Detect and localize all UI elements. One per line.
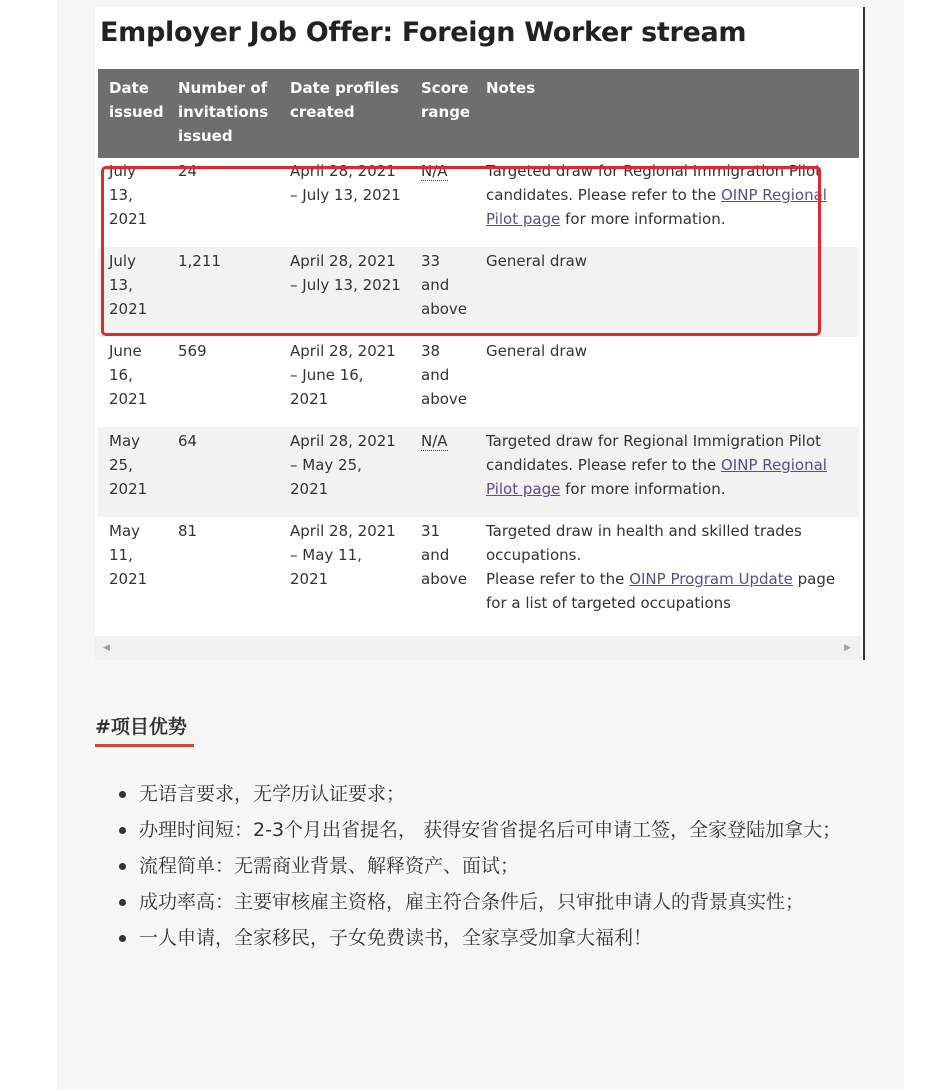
- cell-date: July 13, 2021: [98, 247, 167, 337]
- note-text: Targeted draw for Regional Immigration Pilot candidates. Please refer to the: [486, 162, 822, 204]
- cell-score: 31 and above: [421, 522, 467, 588]
- note-text: Targeted draw in health and skilled trades occupations.: [486, 522, 802, 564]
- header-profiles-created: Date profiles created: [279, 69, 410, 158]
- cell-score: 33 and above: [410, 247, 475, 337]
- cell-invitations: 569: [178, 342, 207, 360]
- list-item: 无语言要求，无学历认证要求；: [115, 776, 875, 812]
- horizontal-scrollbar[interactable]: [95, 636, 861, 660]
- header-score-range: Score range: [410, 69, 475, 158]
- list-item: 办理时间短：2-3个月出省提名， 获得安省省提名后可申请工签，全家登陆加拿大；: [115, 812, 875, 848]
- header-invitations: Number of invitations issued: [167, 69, 279, 158]
- cell-date: June 16, 2021: [109, 342, 148, 408]
- table-row: [98, 337, 859, 427]
- cell-profiles: April 28, 2021 – May 11, 2021: [290, 522, 396, 588]
- table-row: [98, 517, 859, 633]
- cell-score: [410, 158, 475, 247]
- scroll-left-arrow-icon[interactable]: ◀: [103, 642, 110, 652]
- section-title: #项目优势: [95, 716, 187, 738]
- cell-date: May 25, 2021: [98, 427, 167, 517]
- list-item: 流程简单：无需商业背景、解释资产、面试；: [115, 848, 875, 884]
- cell-date: May 11, 2021: [109, 522, 148, 588]
- cell-score: [410, 427, 475, 517]
- table-header-row: [98, 69, 859, 158]
- cell-profiles: April 28, 2021 – July 13, 2021: [279, 247, 410, 337]
- table-title: Employer Job Offer: Foreign Worker stream: [100, 17, 747, 48]
- benefits-list: [115, 776, 875, 956]
- table-row: [98, 247, 859, 337]
- cell-notes: [475, 427, 859, 517]
- cell-profiles: April 28, 2021 – May 25, 2021: [279, 427, 410, 517]
- cell-invitations: 24: [178, 162, 198, 180]
- note-text: Targeted draw for Regional Immigration Pilot candidates. Please refer to the: [486, 432, 822, 474]
- section-title-underline: [95, 744, 194, 747]
- table-row: [98, 427, 859, 517]
- list-item: 成功率高：主要审核雇主资格，雇主符合条件后，只审批申请人的背景真实性；: [115, 884, 875, 920]
- cell-notes: [475, 517, 859, 633]
- note-text-after: for more information.: [565, 210, 726, 228]
- oinp-regional-pilot-link[interactable]: OINP Regional Pilot page: [486, 456, 827, 498]
- abbr-na: N/A: [421, 432, 448, 450]
- cell-invitations: 81: [178, 522, 198, 540]
- cell-date: July 13, 2021: [109, 162, 148, 228]
- cell-invitations: 64: [167, 427, 279, 517]
- cell-profiles: April 28, 2021 – July 13, 2021: [290, 162, 401, 204]
- cell-profiles: April 28, 2021 – June 16, 2021: [290, 342, 396, 408]
- header-date-issued: Date issued: [98, 69, 167, 158]
- note-text-after: page for a list of targeted occupations: [486, 570, 836, 612]
- header-notes: Notes: [475, 69, 859, 158]
- note-text-after: for more information.: [565, 480, 726, 498]
- abbr-na: N/A: [421, 162, 448, 180]
- note-text-2: Please refer to the: [486, 570, 625, 588]
- cell-score: 38 and above: [421, 342, 467, 408]
- oinp-regional-pilot-link[interactable]: OINP Regional Pilot page: [486, 186, 827, 228]
- scroll-right-arrow-icon[interactable]: ▶: [844, 642, 851, 652]
- cell-notes: General draw: [486, 342, 588, 360]
- oinp-program-update-link[interactable]: OINP Program Update: [629, 570, 793, 588]
- cell-notes: General draw: [475, 247, 859, 337]
- list-item: 一人申请，全家移民，子女免费读书，全家享受加拿大福利！: [115, 920, 875, 956]
- cell-notes: [475, 158, 859, 247]
- cell-invitations: 1,211: [167, 247, 279, 337]
- draws-table: [98, 69, 859, 633]
- embedded-table-screenshot: [95, 7, 865, 660]
- table-row: [98, 158, 859, 247]
